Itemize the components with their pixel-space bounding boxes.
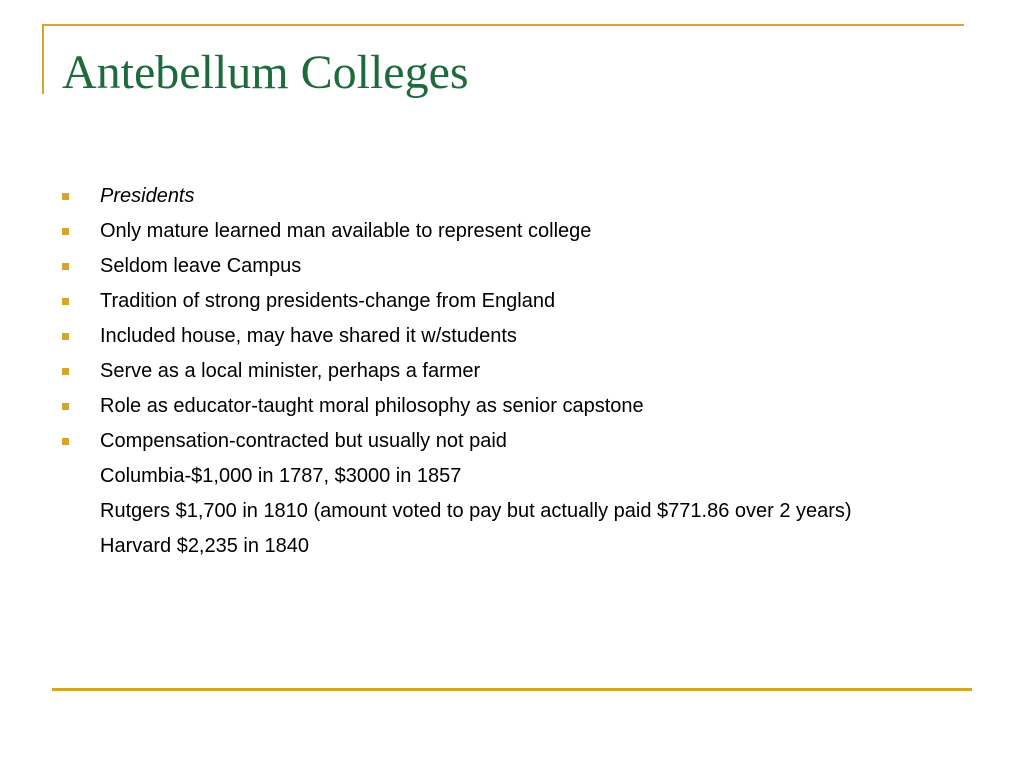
- list-item: [62, 359, 962, 384]
- bullet-list: [62, 184, 962, 569]
- list-item-text: Role as educator-taught moral philosophy as senior capstone: [100, 395, 644, 417]
- square-bullet-icon: [62, 193, 69, 200]
- list-item-text: Seldom leave Campus: [100, 255, 302, 277]
- list-item: [62, 219, 962, 244]
- list-item: [62, 394, 962, 419]
- list-item-text: Compensation-contracted but usually not paid: [100, 430, 507, 452]
- list-item-text: Included house, may have shared it w/students: [100, 325, 517, 347]
- list-item-text: Presidents: [100, 185, 195, 207]
- list-item-text: Columbia-$1,000 in 1787, $3000 in 1857: [100, 465, 462, 487]
- list-item: [62, 254, 962, 279]
- list-item-text: Harvard $2,235 in 1840: [100, 535, 310, 557]
- list-item-sub: [62, 499, 950, 524]
- square-bullet-icon: [62, 228, 69, 235]
- left-accent-line: [42, 24, 44, 94]
- list-item-text: Rutgers $1,700 in 1810 (amount voted to pay but actually paid $771.86 over 2 years): [100, 500, 852, 522]
- square-bullet-icon: [62, 403, 69, 410]
- list-item: [62, 429, 962, 454]
- top-accent-line: [42, 24, 964, 26]
- slide-title: Antebellum Colleges: [62, 46, 469, 99]
- square-bullet-icon: [62, 438, 69, 445]
- list-item-text: Serve as a local minister, perhaps a farmer: [100, 360, 481, 382]
- square-bullet-icon: [62, 368, 69, 375]
- list-item-text: Only mature learned man available to represent college: [100, 220, 592, 242]
- square-bullet-icon: [62, 263, 69, 270]
- list-item: [62, 324, 962, 349]
- list-item-sub: [62, 464, 962, 489]
- bottom-accent-line: [52, 688, 972, 691]
- list-item-text: Tradition of strong presidents-change from England: [100, 290, 556, 312]
- square-bullet-icon: [62, 333, 69, 340]
- list-item: [62, 184, 962, 209]
- list-item-sub: [62, 534, 962, 559]
- square-bullet-icon: [62, 298, 69, 305]
- list-item: [62, 289, 962, 314]
